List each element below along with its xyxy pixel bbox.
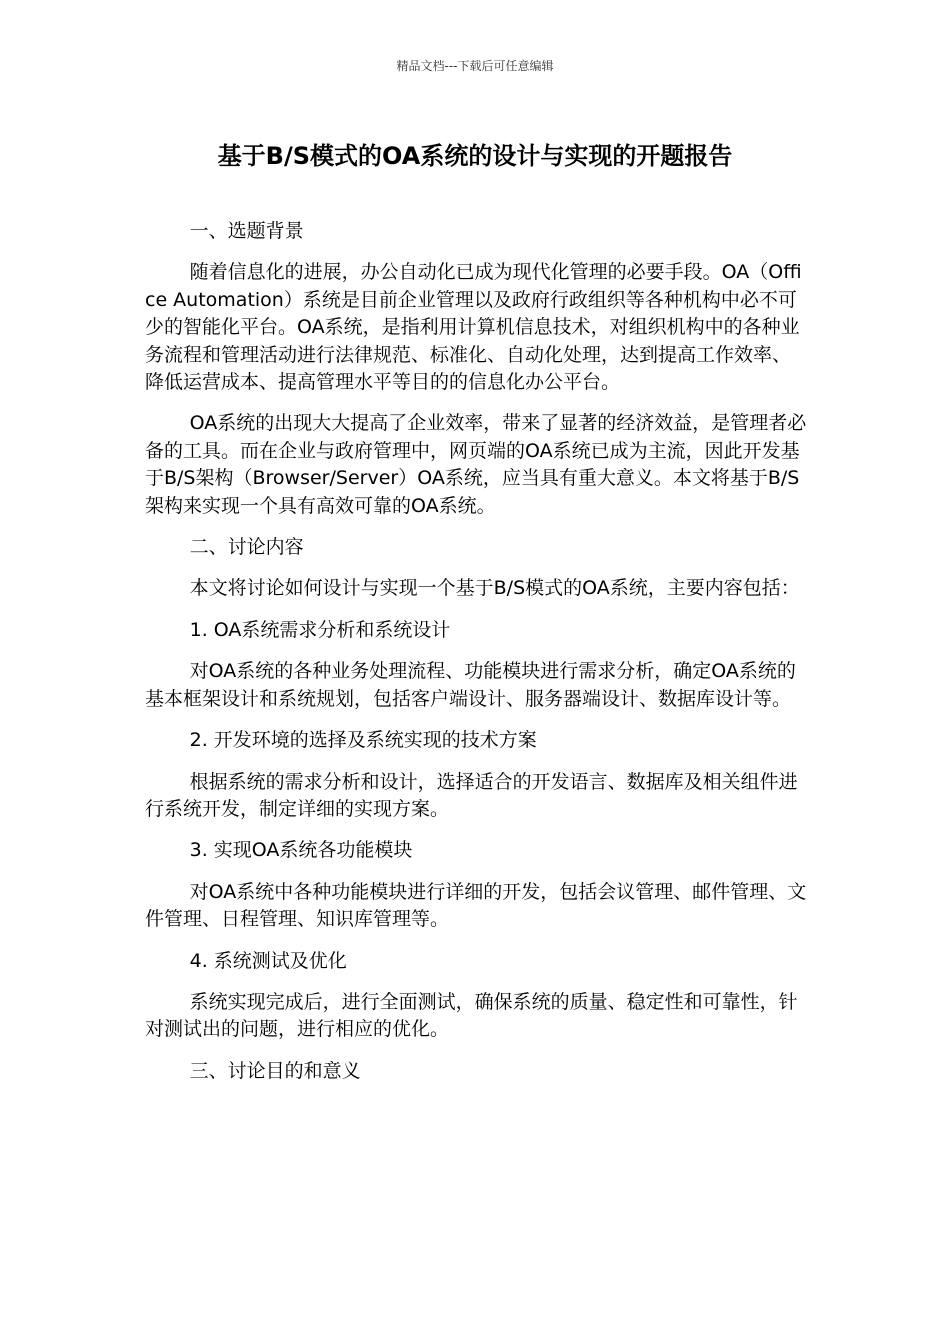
document-body	[145, 218, 807, 1099]
subheading-item-4: 4. 系统测试及优化	[189, 949, 347, 972]
paragraph-background-1: 随着信息化的进展，办公自动化已成为现代化管理的必要手段。OA（Office Automation）系统是目前企业管理以及政府行政组织等各种机构中必不可少的智能化平台。OA系统，是指利用计算机信息技术，对组织机构中的各种业务流程和管理活动进行法律规范、标准化、自动化处理，达到提高工作效率、降低运营成本、提高管理水平等目的的信息化办公平台。	[145, 261, 802, 394]
section-heading-content: 二、讨论内容	[189, 536, 304, 559]
paragraph-item-4: 系统实现完成后，进行全面测试，确保系统的质量、稳定性和可靠性，针对测试出的问题，进行相应的优化。	[145, 990, 798, 1041]
subheading-item-2: 2. 开发环境的选择及系统实现的技术方案	[189, 729, 537, 752]
paragraph-background-2: OA系统的出现大大提高了企业效率，带来了显著的经济效益，是管理者必备的工具。而在企业与政府管理中，网页端的OA系统已成为主流，因此开发基于B/S架构（Browser/Server）OA系统，应当具有重大意义。本文将基于B/S架构来实现一个具有高效可靠的OA系统。	[145, 412, 807, 517]
paragraph-item-2: 根据系统的需求分析和设计，选择适合的开发语言、数据库及相关组件进行系统开发，制定详细的实现方案。	[145, 770, 798, 820]
paragraph-item-1: 对OA系统的各种业务处理流程、功能模块进行需求分析，确定OA系统的基本框架设计和系统规划，包括客户端设计、服务器端设计、数据库设计等。	[145, 660, 796, 710]
subheading-item-1: 1. OA系统需求分析和系统设计	[189, 618, 451, 641]
section-heading-background: 一、选题背景	[189, 220, 304, 242]
paragraph-content-intro: 本文将讨论如何设计与实现一个基于B/S模式的OA系统，主要内容包括：	[189, 577, 800, 600]
subheading-item-3: 3. 实现OA系统各功能模块	[189, 839, 413, 862]
header-note: 精品文档---下载后可任意编辑	[396, 59, 554, 73]
section-heading-purpose: 三、讨论目的和意义	[189, 1059, 361, 1082]
document-title: 基于B/S模式的OA系统的设计与实现的开题报告	[217, 142, 733, 170]
paragraph-item-3: 对OA系统中各种功能模块进行详细的开发，包括会议管理、邮件管理、文件管理、日程管理、知识库管理等。	[145, 880, 807, 931]
